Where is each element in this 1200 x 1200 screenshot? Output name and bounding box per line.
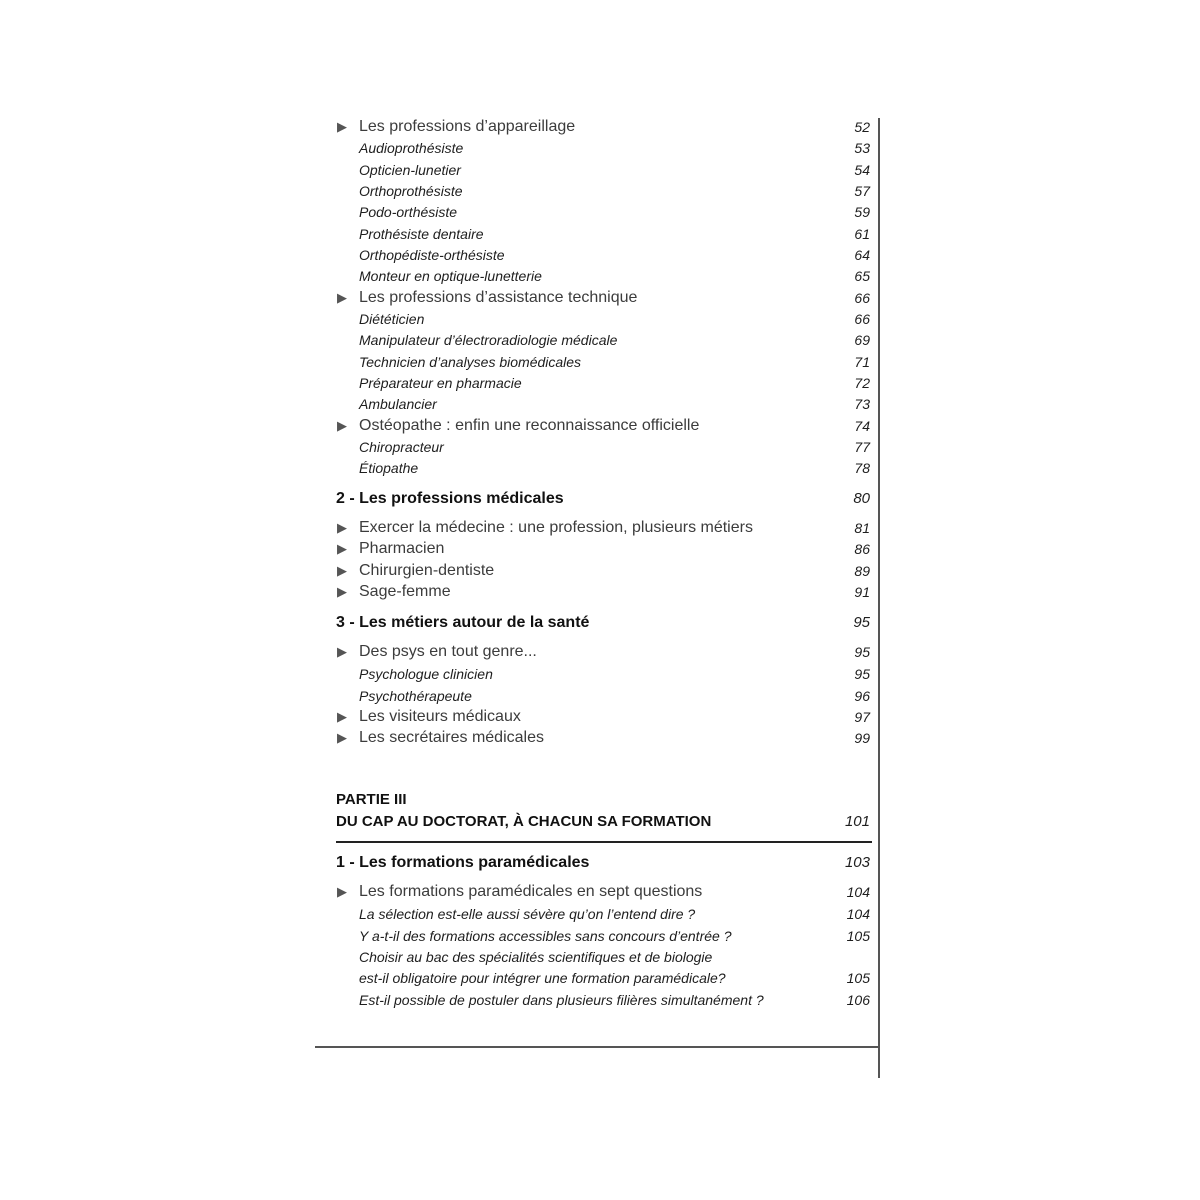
toc-entry-sub xyxy=(0,989,870,1011)
toc-entry-title: La sélection est-elle aussi sévère qu’on l’entend dire ? xyxy=(359,906,696,922)
toc-entry-title: Audioprothésiste xyxy=(359,140,464,156)
toc-page-number: 61 xyxy=(854,226,870,242)
toc-entry-sub xyxy=(0,372,870,394)
toc-entry-sub xyxy=(0,925,870,947)
bullet-arrow-icon: ▶ xyxy=(337,541,347,556)
bottom-rule xyxy=(315,1046,880,1048)
toc-page-number: 101 xyxy=(844,813,870,830)
toc-page-number: 104 xyxy=(846,884,870,900)
toc-entry-title: 3 - Les métiers autour de la santé xyxy=(336,614,590,631)
toc-entry-title: Les visiteurs médicaux xyxy=(359,708,521,725)
toc-page-number: 65 xyxy=(854,268,870,284)
toc-page-number: 104 xyxy=(846,906,870,922)
toc-page-number: 80 xyxy=(853,490,870,507)
toc-page-number: 71 xyxy=(854,354,870,370)
toc-entry-title: Chiropracteur xyxy=(359,439,444,455)
toc-entry-sub xyxy=(0,223,870,245)
toc-entry-title: Monteur en optique-lunetterie xyxy=(359,268,542,284)
toc-entry-sub xyxy=(0,137,870,159)
toc-entry-title: Préparateur en pharmacie xyxy=(359,375,522,391)
toc-entry-chapter xyxy=(0,641,870,663)
toc-entry-title: PARTIE III xyxy=(336,791,407,808)
toc-page-number: 52 xyxy=(854,119,870,135)
toc-entry-title: Les professions d’appareillage xyxy=(359,118,576,135)
toc-entry-title: Des psys en tout genre... xyxy=(359,643,537,660)
toc-entry-title: Étiopathe xyxy=(359,460,419,476)
toc-entry-sub xyxy=(0,244,870,266)
toc-entry-title: est-il obligatoire pour intégrer une formation paramédicale? xyxy=(359,970,726,986)
toc-entry-title: Choisir au bac des spécialités scientifiques et de biologie xyxy=(359,949,713,965)
toc-entry-title: Les formations paramédicales en sept questions xyxy=(359,883,703,900)
toc-entry-title: Manipulateur d’électroradiologie médicale xyxy=(359,332,618,348)
bullet-arrow-icon: ▶ xyxy=(337,884,347,899)
bullet-arrow-icon: ▶ xyxy=(337,644,347,659)
toc-entry-sub xyxy=(0,663,870,685)
toc-entry-chapter xyxy=(0,727,870,749)
toc-page-number: 64 xyxy=(854,247,870,263)
toc-page-number: 74 xyxy=(854,418,870,434)
toc-page-number: 95 xyxy=(854,666,870,682)
bullet-arrow-icon: ▶ xyxy=(337,709,347,724)
toc-entry-chapter xyxy=(0,581,870,603)
part-divider-rule xyxy=(336,841,872,843)
toc-page-number: 105 xyxy=(846,970,870,986)
toc-entry-title: Y a-t-il des formations accessibles sans concours d’entrée ? xyxy=(359,928,732,944)
toc-entry-title: Orthopédiste-orthésiste xyxy=(359,247,505,263)
toc-entry-title: 2 - Les professions médicales xyxy=(336,490,564,507)
bullet-arrow-icon: ▶ xyxy=(337,290,347,305)
toc-page-number: 99 xyxy=(854,730,870,746)
bullet-arrow-icon: ▶ xyxy=(337,563,347,578)
toc-page-number: 66 xyxy=(854,311,870,327)
toc-page-number: 106 xyxy=(846,992,870,1008)
toc-entry-title: Les professions d’assistance technique xyxy=(359,289,638,306)
toc-entry-sub xyxy=(0,457,870,479)
toc-page-number: 103 xyxy=(844,854,870,871)
toc-entry-title: Est-il possible de postuler dans plusieurs filières simultanément ? xyxy=(359,992,764,1008)
toc-entry-sub xyxy=(0,329,870,351)
toc-entry-title: Diététicien xyxy=(359,311,425,327)
toc-section-heading xyxy=(0,488,870,510)
toc-page-number: 66 xyxy=(854,290,870,306)
toc-entry-sub xyxy=(0,351,870,373)
toc-entry-title: Psychothérapeute xyxy=(359,688,472,704)
toc-entry-title: Sage-femme xyxy=(359,583,451,600)
right-margin-rule xyxy=(878,118,880,1078)
toc-page-number: 91 xyxy=(854,584,870,600)
toc-entry-title: Prothésiste dentaire xyxy=(359,226,484,242)
toc-entry-title: Exercer la médecine : une profession, plusieurs métiers xyxy=(359,519,753,536)
toc-page-number: 77 xyxy=(854,439,870,455)
toc-entry-sub xyxy=(0,436,870,458)
toc-entry-chapter xyxy=(0,287,870,309)
toc-entry-chapter xyxy=(0,881,870,903)
toc-entry-sub xyxy=(0,967,870,989)
toc-page-number: 89 xyxy=(854,563,870,579)
toc-entry-title: Ambulancier xyxy=(359,396,437,412)
toc-page-number: 105 xyxy=(846,928,870,944)
toc-section-heading xyxy=(0,612,870,634)
toc-page-number: 97 xyxy=(854,709,870,725)
toc-page-number: 95 xyxy=(854,644,870,660)
bullet-arrow-icon: ▶ xyxy=(337,584,347,599)
toc-page-number: 53 xyxy=(854,140,870,156)
toc-section-heading xyxy=(0,852,870,874)
toc-page-number: 86 xyxy=(854,541,870,557)
toc-entry-chapter xyxy=(0,517,870,539)
toc-page-number: 96 xyxy=(854,688,870,704)
bullet-arrow-icon: ▶ xyxy=(337,418,347,433)
toc-entry-sub xyxy=(0,903,870,925)
toc-entry-sub xyxy=(0,308,870,330)
toc-entry-title: Opticien-lunetier xyxy=(359,162,461,178)
toc-page-number: 54 xyxy=(854,162,870,178)
toc-entry-chapter xyxy=(0,116,870,138)
toc-entry-title: Les secrétaires médicales xyxy=(359,729,544,746)
toc-entry-title: Ostéopathe : enfin une reconnaissance officielle xyxy=(359,417,700,434)
toc-entry-sub xyxy=(0,159,870,181)
toc-entry-chapter xyxy=(0,560,870,582)
toc-page-number: 95 xyxy=(853,614,870,631)
toc-entry-sub xyxy=(0,180,870,202)
toc-entry-title: DU CAP AU DOCTORAT, À CHACUN SA FORMATION xyxy=(336,813,712,830)
toc-entry-title: Psychologue clinicien xyxy=(359,666,493,682)
toc-entry-chapter xyxy=(0,538,870,560)
toc-page-number: 78 xyxy=(854,460,870,476)
toc-entry-chapter xyxy=(0,706,870,728)
bullet-arrow-icon: ▶ xyxy=(337,520,347,535)
toc-page-number: 73 xyxy=(854,396,870,412)
toc-entry-sub xyxy=(0,201,870,223)
toc-entry-title: Pharmacien xyxy=(359,540,445,557)
bullet-arrow-icon: ▶ xyxy=(337,119,347,134)
toc-page-number: 59 xyxy=(854,204,870,220)
toc-entry-sub xyxy=(0,685,870,707)
toc-page-number: 57 xyxy=(854,183,870,199)
toc-entry-sub xyxy=(0,393,870,415)
bullet-arrow-icon: ▶ xyxy=(337,730,347,745)
toc-page-number: 69 xyxy=(854,332,870,348)
toc-entry-title: Podo-orthésiste xyxy=(359,204,458,220)
toc-part-heading xyxy=(0,789,870,811)
toc-entry-sub xyxy=(0,946,870,968)
toc-page-number: 81 xyxy=(854,520,870,536)
toc-entry-title: Chirurgien-dentiste xyxy=(359,562,495,579)
toc-entry-sub xyxy=(0,265,870,287)
toc-entry-chapter xyxy=(0,415,870,437)
toc-entry-title: 1 - Les formations paramédicales xyxy=(336,854,590,871)
toc-entry-title: Technicien d’analyses biomédicales xyxy=(359,354,582,370)
toc-part-heading xyxy=(0,811,870,833)
toc-page-number: 72 xyxy=(854,375,870,391)
toc-entry-title: Orthoprothésiste xyxy=(359,183,463,199)
